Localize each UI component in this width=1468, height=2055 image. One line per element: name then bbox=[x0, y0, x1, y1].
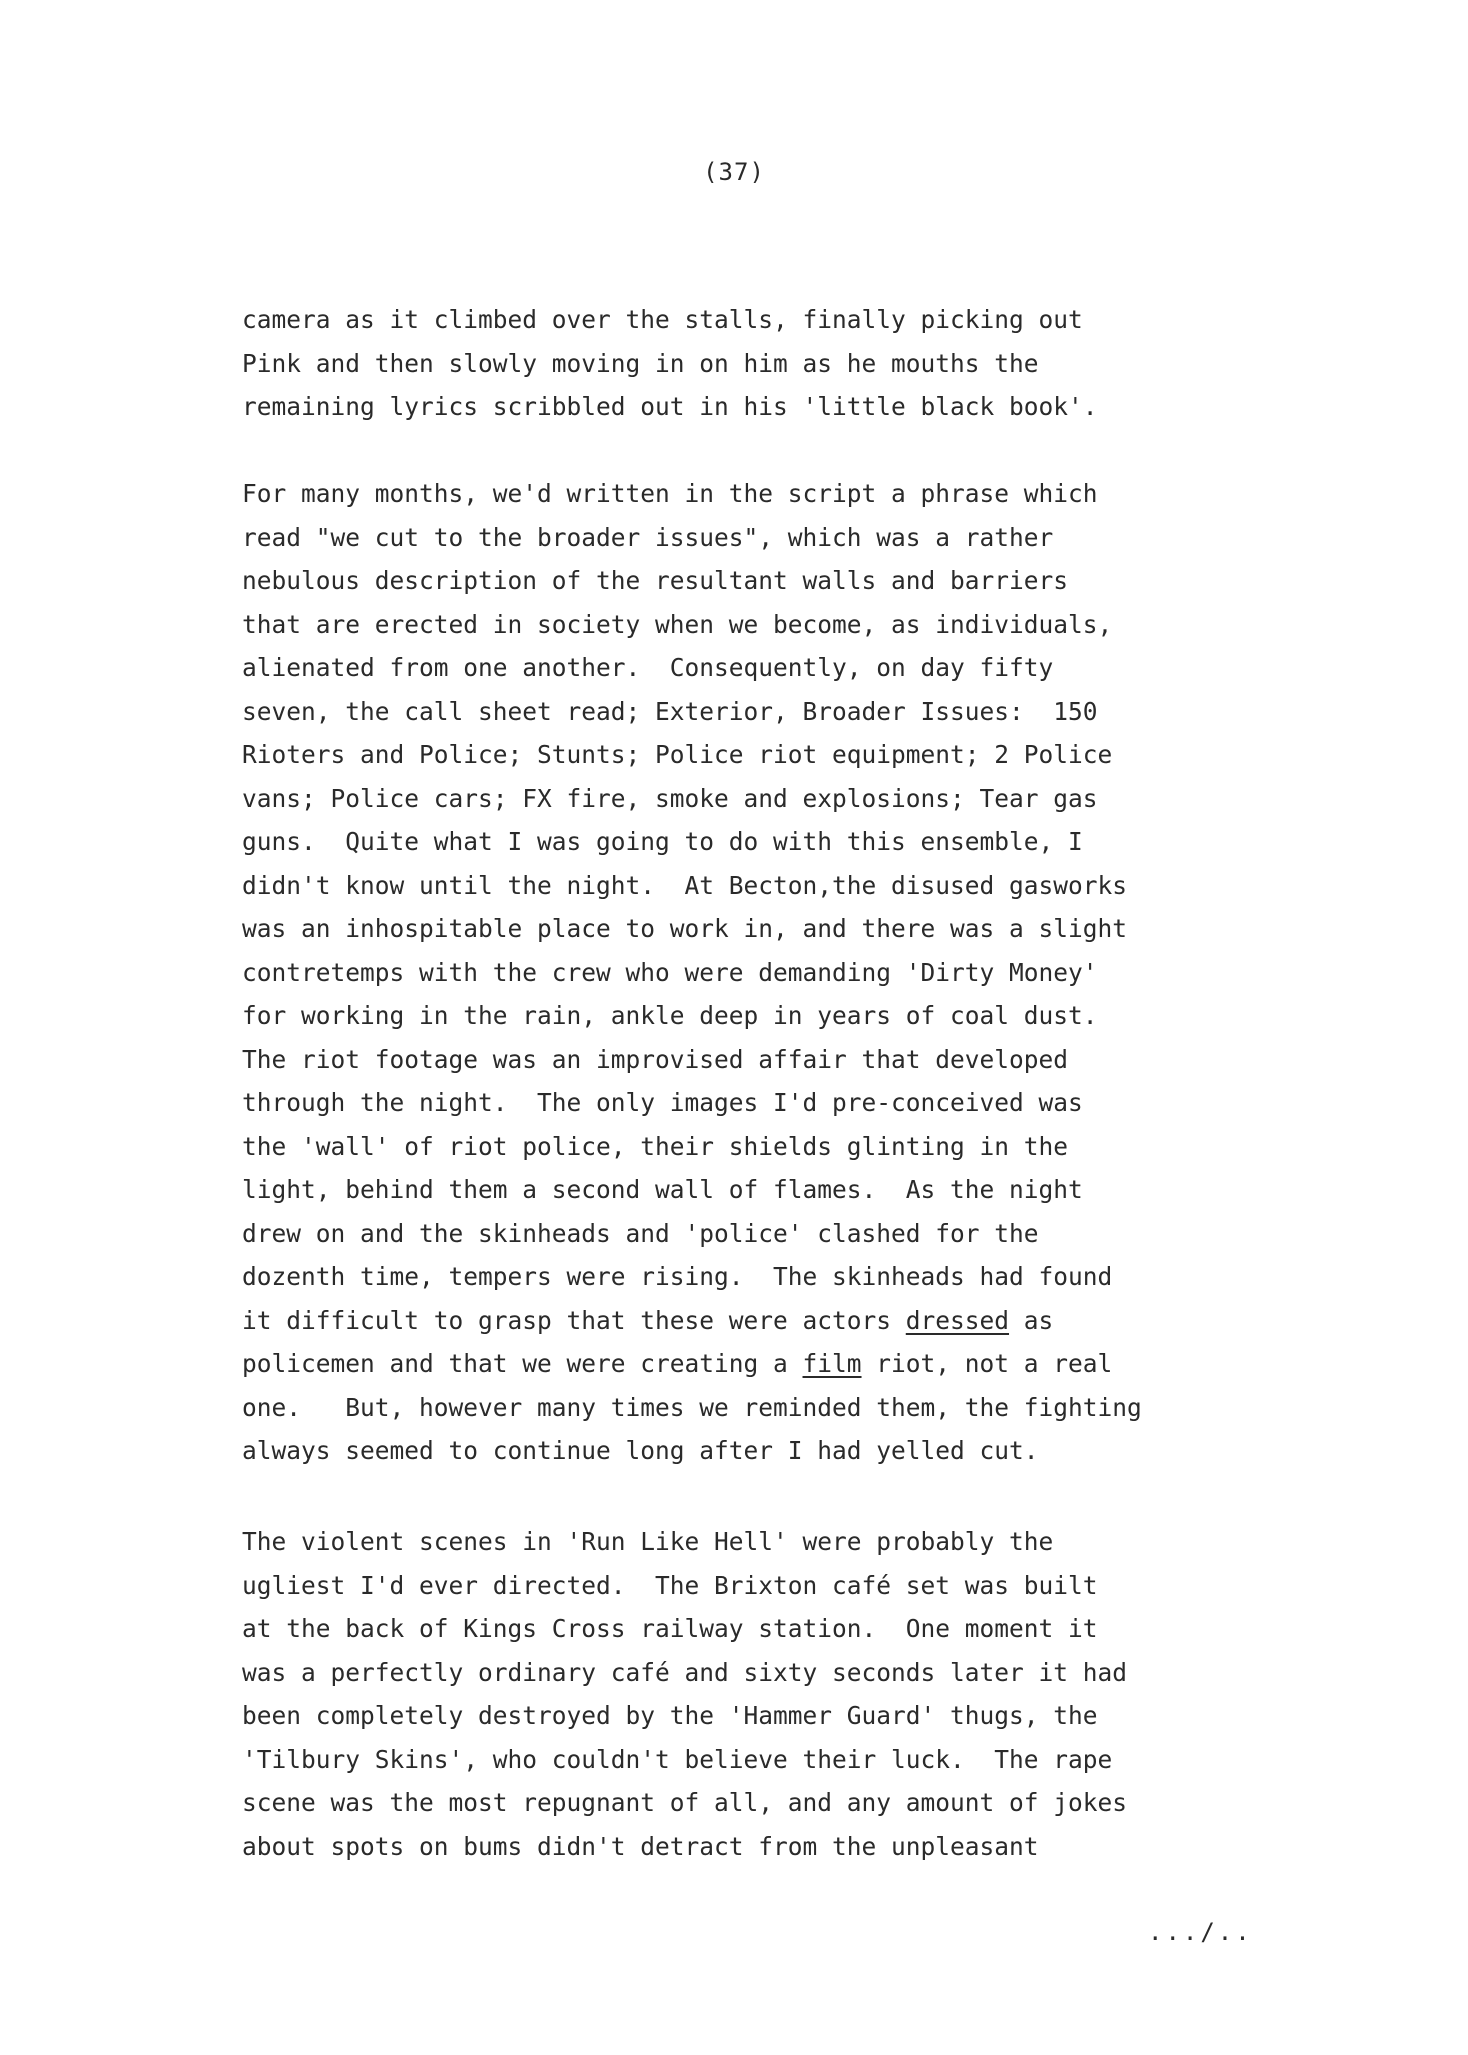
continuation-mark: .../.. bbox=[1148, 1918, 1253, 1946]
text-line: it difficult to grasp that these were actors dressed as bbox=[242, 1305, 1054, 1335]
text-line: that are erected in society when we become, as individuals, bbox=[242, 609, 1113, 639]
paragraph-2 bbox=[242, 472, 1362, 1473]
text-line: for working in the rain, ankle deep in years of coal dust. bbox=[242, 1001, 1098, 1030]
text-line: ugliest I'd ever directed. The Brixton café set was built bbox=[242, 1570, 1098, 1600]
text-line: vans; Police cars; FX fire, smoke and explosions; Tear gas bbox=[242, 783, 1098, 813]
text-line: didn't know until the night. At Becton,the disused gasworks bbox=[242, 870, 1128, 900]
text-line: scene was the most repugnant of all, and any amount of jokes bbox=[242, 1788, 1128, 1817]
text-line: guns. Quite what I was going to do with this ensemble, I bbox=[242, 827, 1083, 856]
text-line: at the back of Kings Cross railway station. One moment it bbox=[242, 1614, 1098, 1643]
text-line: the 'wall' of riot police, their shields glinting in the bbox=[242, 1131, 1069, 1161]
text-line: dozenth time, tempers were rising. The skinheads had found bbox=[242, 1262, 1113, 1291]
underlined-word: film bbox=[802, 1349, 862, 1378]
text-line: contretemps with the crew who were demanding 'Dirty Money' bbox=[242, 957, 1098, 987]
text-line: camera as it climbed over the stalls, finally picking out bbox=[242, 305, 1083, 334]
text-line: alienated from one another. Consequently, on day fifty bbox=[242, 653, 1054, 682]
text-line: 'Tilbury Skins', who couldn't believe their luck. The rape bbox=[242, 1744, 1113, 1774]
text-line: one. But, however many times we reminded them, the fighting bbox=[242, 1392, 1142, 1422]
text-line: For many months, we'd written in the script a phrase which bbox=[242, 479, 1098, 508]
text-line: was a perfectly ordinary café and sixty seconds later it had bbox=[242, 1657, 1128, 1687]
paragraph-1 bbox=[242, 298, 1362, 429]
paragraph-3 bbox=[242, 1520, 1362, 1868]
text-line: read "we cut to the broader issues", which was a rather bbox=[242, 522, 1054, 552]
text-line: through the night. The only images I'd pre-conceived was bbox=[242, 1088, 1083, 1117]
underlined-word: dressed bbox=[905, 1305, 1010, 1335]
text-line: Pink and then slowly moving in on him as he mouths the bbox=[242, 348, 1039, 378]
text-line: drew on and the skinheads and 'police' clashed for the bbox=[242, 1218, 1039, 1248]
text-line: about spots on bums didn't detract from the unpleasant bbox=[242, 1831, 1039, 1861]
text-line: light, behind them a second wall of flames. As the night bbox=[242, 1175, 1083, 1204]
text-line: The violent scenes in 'Run Like Hell' were probably the bbox=[242, 1527, 1054, 1556]
text-line: The riot footage was an improvised affair that developed bbox=[242, 1044, 1069, 1074]
text-line: seven, the call sheet read; Exterior, Broader Issues: 150 bbox=[242, 696, 1098, 726]
text-line: was an inhospitable place to work in, and there was a slight bbox=[242, 914, 1128, 943]
page-number: (37) bbox=[703, 158, 765, 186]
text-line: always seemed to continue long after I had yelled cut. bbox=[242, 1436, 1039, 1465]
text-line: nebulous description of the resultant walls and barriers bbox=[242, 566, 1069, 595]
text-line: been completely destroyed by the 'Hammer Guard' thugs, the bbox=[242, 1701, 1098, 1730]
text-line: Rioters and Police; Stunts; Police riot equipment; 2 Police bbox=[242, 740, 1113, 769]
text-line: remaining lyrics scribbled out in his 'little black book'. bbox=[242, 392, 1098, 421]
text-line: policemen and that we were creating a film riot, not a real bbox=[242, 1349, 1113, 1378]
